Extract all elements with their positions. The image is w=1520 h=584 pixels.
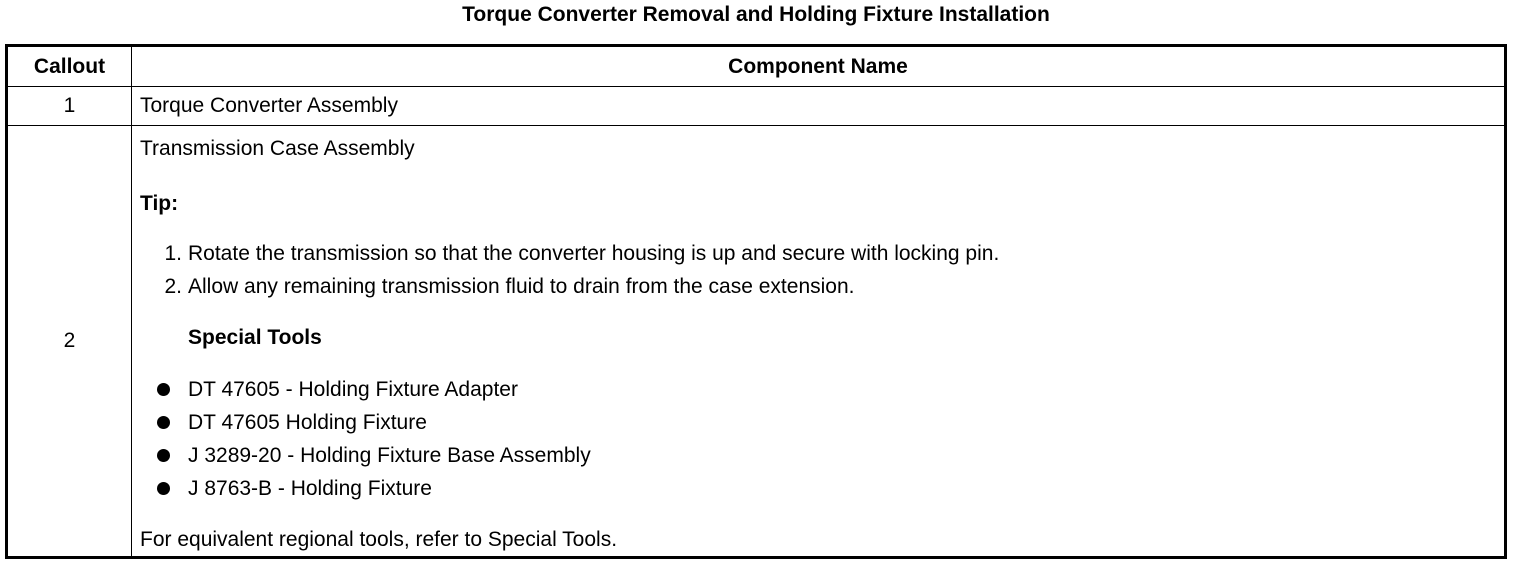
step-text: Allow any remaining transmission fluid to drain from the case extension. [188, 274, 855, 298]
list-item [140, 406, 1504, 439]
step-text: Rotate the transmission so that the converter housing is up and secure with locking pin. [188, 241, 1000, 265]
component-name: Transmission Case Assembly [140, 137, 415, 160]
header-component-name: Component Name [132, 46, 1506, 87]
component-name-cell: Torque Converter Assembly [132, 87, 1506, 126]
components-table [5, 44, 1507, 559]
list-item [140, 373, 1504, 406]
callout-cell: 1 [7, 87, 132, 126]
tool-text: DT 47605 - Holding Fixture Adapter [188, 377, 518, 401]
page-title: Torque Converter Removal and Holding Fixture Installation [462, 3, 1050, 26]
tools-list [140, 373, 1504, 505]
tip-label: Tip: [140, 192, 179, 215]
list-item [140, 270, 1504, 303]
bullet-icon [157, 416, 170, 429]
regional-tools-note: For equivalent regional tools, refer to Special Tools. [140, 528, 618, 551]
list-item [140, 439, 1504, 472]
header-callout: Callout [7, 46, 132, 87]
component-detail-cell [132, 126, 1506, 558]
special-tools-heading: Special Tools [188, 326, 322, 349]
bullet-icon [157, 449, 170, 462]
list-item [140, 472, 1504, 505]
list-item [140, 237, 1504, 270]
tool-text: J 3289-20 - Holding Fixture Base Assembly [188, 443, 591, 467]
bullet-icon [157, 482, 170, 495]
tool-text: J 8763-B - Holding Fixture [188, 476, 432, 500]
step-number: 2. [164, 274, 182, 298]
callout-cell: 2 [7, 126, 132, 558]
table-header-row [7, 46, 1506, 87]
table-row [7, 126, 1506, 558]
steps-list [140, 237, 1504, 303]
table-row [7, 87, 1506, 126]
tool-text: DT 47605 Holding Fixture [188, 410, 427, 434]
bullet-icon [157, 383, 170, 396]
step-number: 1. [164, 241, 182, 265]
